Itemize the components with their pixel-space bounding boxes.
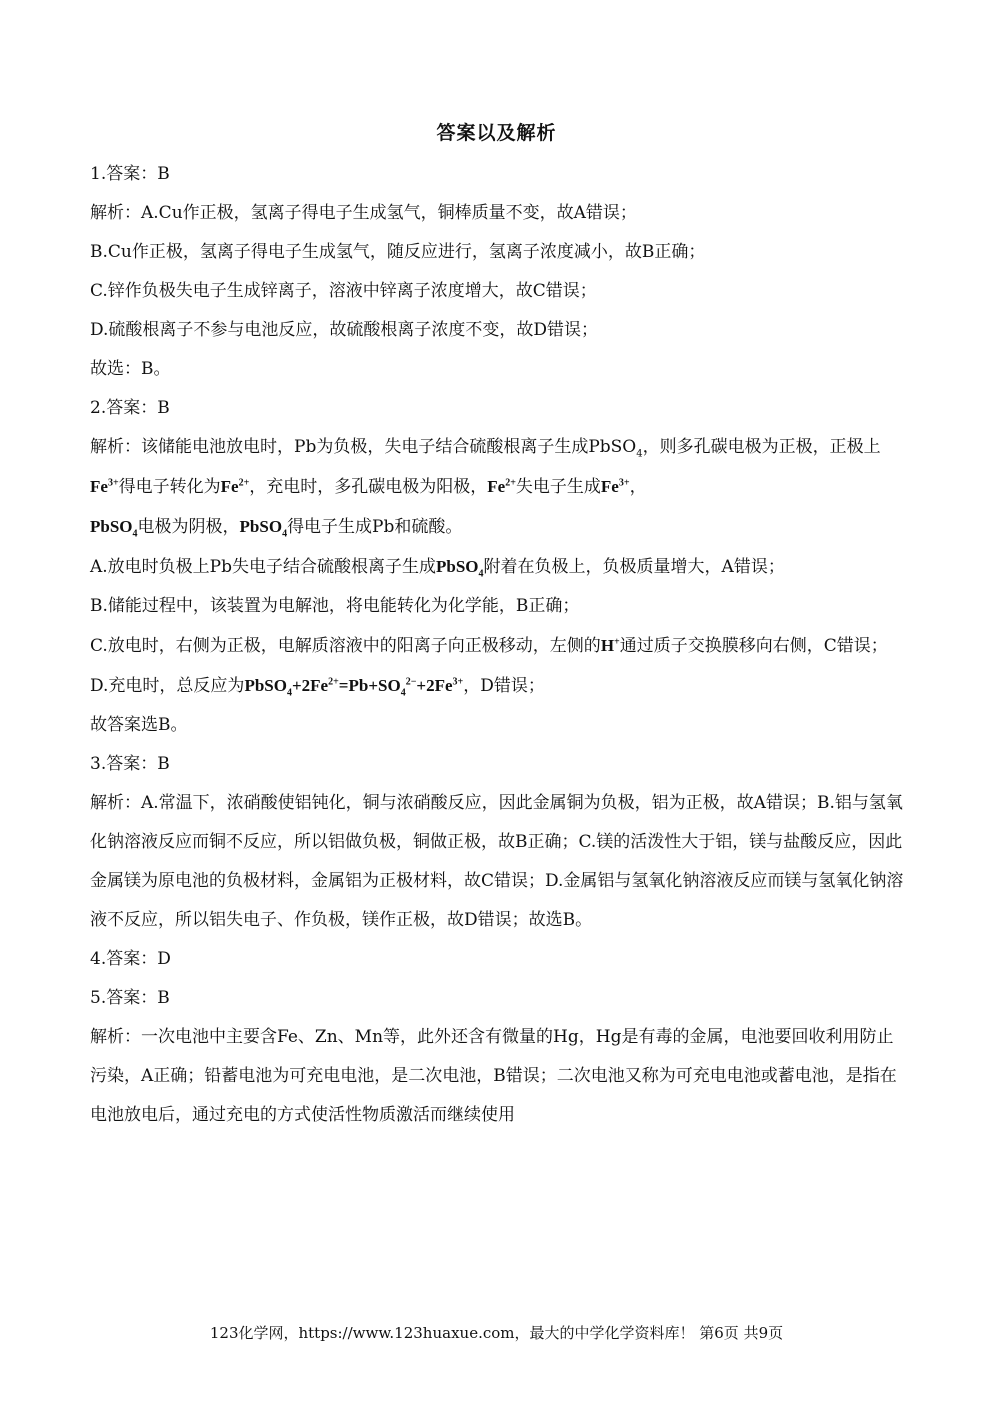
q4-answer: 4.答案：D xyxy=(90,949,171,969)
q3-answer: 3.答案：B xyxy=(90,754,170,774)
page-footer: 123化学网，https://www.123huaxue.com，最大的中学化学资料库！ 第6页 共9页 xyxy=(209,1324,784,1342)
answer-content xyxy=(90,155,905,1135)
formula-fe2: $Fe^{2+}$ xyxy=(487,477,516,496)
formula-fe3: $Fe^{3+}$ xyxy=(600,477,630,496)
q5-analysis: 解析：一次电池中主要含Fe、Zn、Mn等，此外还含有微量的Hg，Hg是有毒的金属，电池要回收利用防止污染，A正确；铅蓄电池为可充电电池，是二次电池，B错误；二次电池又称为可充电电池或蓄电池，是指在电池放电后，通过充电的方式使活性物质激活而继续使用 xyxy=(90,1027,897,1125)
q1-analysis-b: B.Cu作正极，氢离子得电子生成氢气，随反应进行，氢离子浓度减小，故B正确； xyxy=(90,242,706,262)
formula-pbso4: PbSO$_4$ xyxy=(239,517,288,540)
formula-h-plus: H+ xyxy=(600,636,620,655)
q3-analysis: 解析：A.常温下，浓硝酸使铝钝化，铜与浓硝酸反应，因此金属铜为负极，铝为正极，故A错误；B.铝与氢氧化钠溶液反应而铜不反应，所以铝做负极，铜做正极，故B正确；C.镁的活泼性大于铝，镁与盐酸反应，因此金属镁为原电池的负极材料，金属铝为正极材料，故C错误；D.金属铝与氢氧化钠溶液反应而镁与氢氧化钠溶液不反应，所以铝失电子、作负极，镁作正极，故D错误；故选B。 xyxy=(90,793,904,930)
q1-analysis-d: D.硫酸根离子不参与电池反应，故硫酸根离子浓度不变，故D错误； xyxy=(90,320,599,340)
q1-analysis-a: 解析：A.Cu作正极，氢离子得电子生成氢气，铜棒质量不变，故A错误； xyxy=(90,203,637,223)
q1-conclusion: 故选：B。 xyxy=(90,359,171,379)
q2-analysis-b: B.储能过程中，该装置为电解池，将电能转化为化学能，B正确； xyxy=(90,596,580,616)
q5-answer: 5.答案：B xyxy=(90,988,170,1008)
page-title: 答案以及解析 xyxy=(436,122,557,144)
formula-fe3: $Fe^{3+}$ xyxy=(90,477,119,496)
q1-answer: 1.答案：B xyxy=(90,164,170,184)
q2-analysis-d: D.充电时，总反应为$PbSO_4+2Fe^{2+}=Pb+SO_4^{2-}+2Fe^{3+}$，D错误； xyxy=(90,676,545,699)
q2-answer: 2.答案：B xyxy=(90,398,170,418)
formula-fe2: $Fe^{2+}$ xyxy=(220,477,250,496)
formula-pbso4: PbSO$_4$ xyxy=(90,517,138,540)
formula-pbso4: PbSO$_4$ xyxy=(436,557,484,580)
charging-equation: $PbSO_4+2Fe^{2+}=Pb+SO_4^{2-}+2Fe^{3+}$ xyxy=(244,676,464,699)
q1-analysis-c: C.锌作负极失电子生成锌离子，溶液中锌离子浓度增大，故C错误； xyxy=(90,281,597,301)
q2-analysis-c: C.放电时，右侧为正极，电解质溶液中的阳离子向正极移动，左侧的H+通过质子交换膜移向右侧，C错误； xyxy=(90,636,888,656)
q2-analysis-intro: 解析：该储能电池放电时，Pb为负极，失电子结合硫酸根离子生成PbSO$_4$，则多孔碳电极为正极，正极上$Fe^{3+}$得电子转化为$Fe^{2+}$，充电时，多孔碳电极为阳极，$Fe^{2+}$失电子生成$Fe^{3+}$， PbSO$_4$电极为阴极，PbSO$_4$得电子生成Pb和硫酸。 xyxy=(90,437,881,540)
q2-conclusion: 故答案选B。 xyxy=(90,715,188,735)
q2-analysis-a: A.放电时负极上Pb失电子结合硫酸根离子生成PbSO$_4$附着在负极上，负极质量增大，A错误； xyxy=(90,557,785,580)
